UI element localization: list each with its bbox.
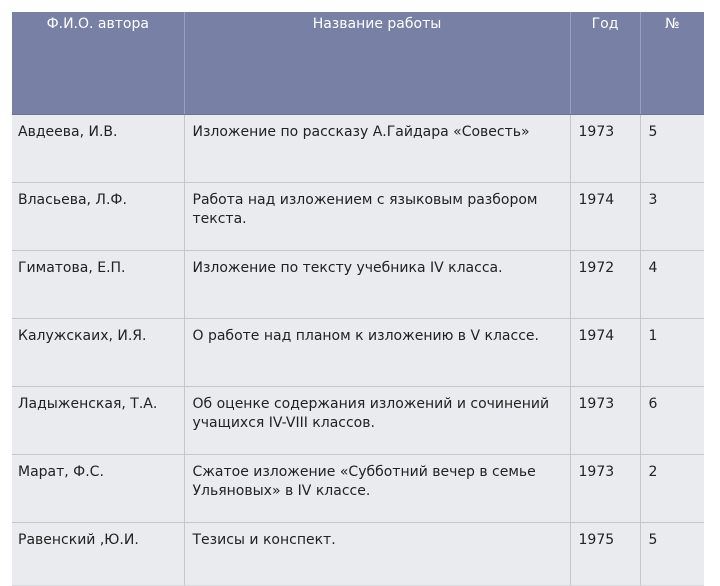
header-year: Год — [570, 12, 640, 115]
cell-title: О работе над планом к изложению в V классе. — [184, 319, 570, 387]
header-row — [12, 12, 704, 115]
table-row — [12, 523, 704, 586]
cell-author: Ладыженская, Т.А. — [12, 387, 184, 455]
table-row — [12, 319, 704, 387]
cell-author: Равенский ,Ю.И. — [12, 523, 184, 586]
cell-title: Изложение по тексту учебника IV класса. — [184, 251, 570, 319]
cell-number: 1 — [640, 319, 704, 387]
cell-author: Гиматова, Е.П. — [12, 251, 184, 319]
header-author: Ф.И.О. автора — [12, 12, 184, 115]
cell-title: Об оценке содержания изложений и сочинений учащихся IV-VIII классов. — [184, 387, 570, 455]
cell-year: 1973 — [570, 387, 640, 455]
cell-author: Марат, Ф.С. — [12, 455, 184, 523]
cell-year: 1975 — [570, 523, 640, 586]
cell-author: Авдеева, И.В. — [12, 115, 184, 183]
cell-year: 1974 — [570, 183, 640, 251]
cell-number: 3 — [640, 183, 704, 251]
cell-title: Сжатое изложение «Субботний вечер в семье Ульяновых» в IV классе. — [184, 455, 570, 523]
cell-number: 5 — [640, 523, 704, 586]
cell-year: 1974 — [570, 319, 640, 387]
cell-number: 6 — [640, 387, 704, 455]
table-row — [12, 387, 704, 455]
header-number: № — [640, 12, 704, 115]
cell-number: 2 — [640, 455, 704, 523]
table-row — [12, 115, 704, 183]
cell-title: Тезисы и конспект. — [184, 523, 570, 586]
cell-title: Изложение по рассказу А.Гайдара «Совесть» — [184, 115, 570, 183]
cell-year: 1972 — [570, 251, 640, 319]
table-row — [12, 455, 704, 523]
header-title: Название работы — [184, 12, 570, 115]
cell-number: 4 — [640, 251, 704, 319]
cell-year: 1973 — [570, 115, 640, 183]
authors-table — [12, 12, 704, 586]
table-row — [12, 251, 704, 319]
cell-title: Работа над изложением с языковым разбором текста. — [184, 183, 570, 251]
cell-author: Калужскаих, И.Я. — [12, 319, 184, 387]
cell-number: 5 — [640, 115, 704, 183]
cell-author: Власьева, Л.Ф. — [12, 183, 184, 251]
cell-year: 1973 — [570, 455, 640, 523]
table-row — [12, 183, 704, 251]
